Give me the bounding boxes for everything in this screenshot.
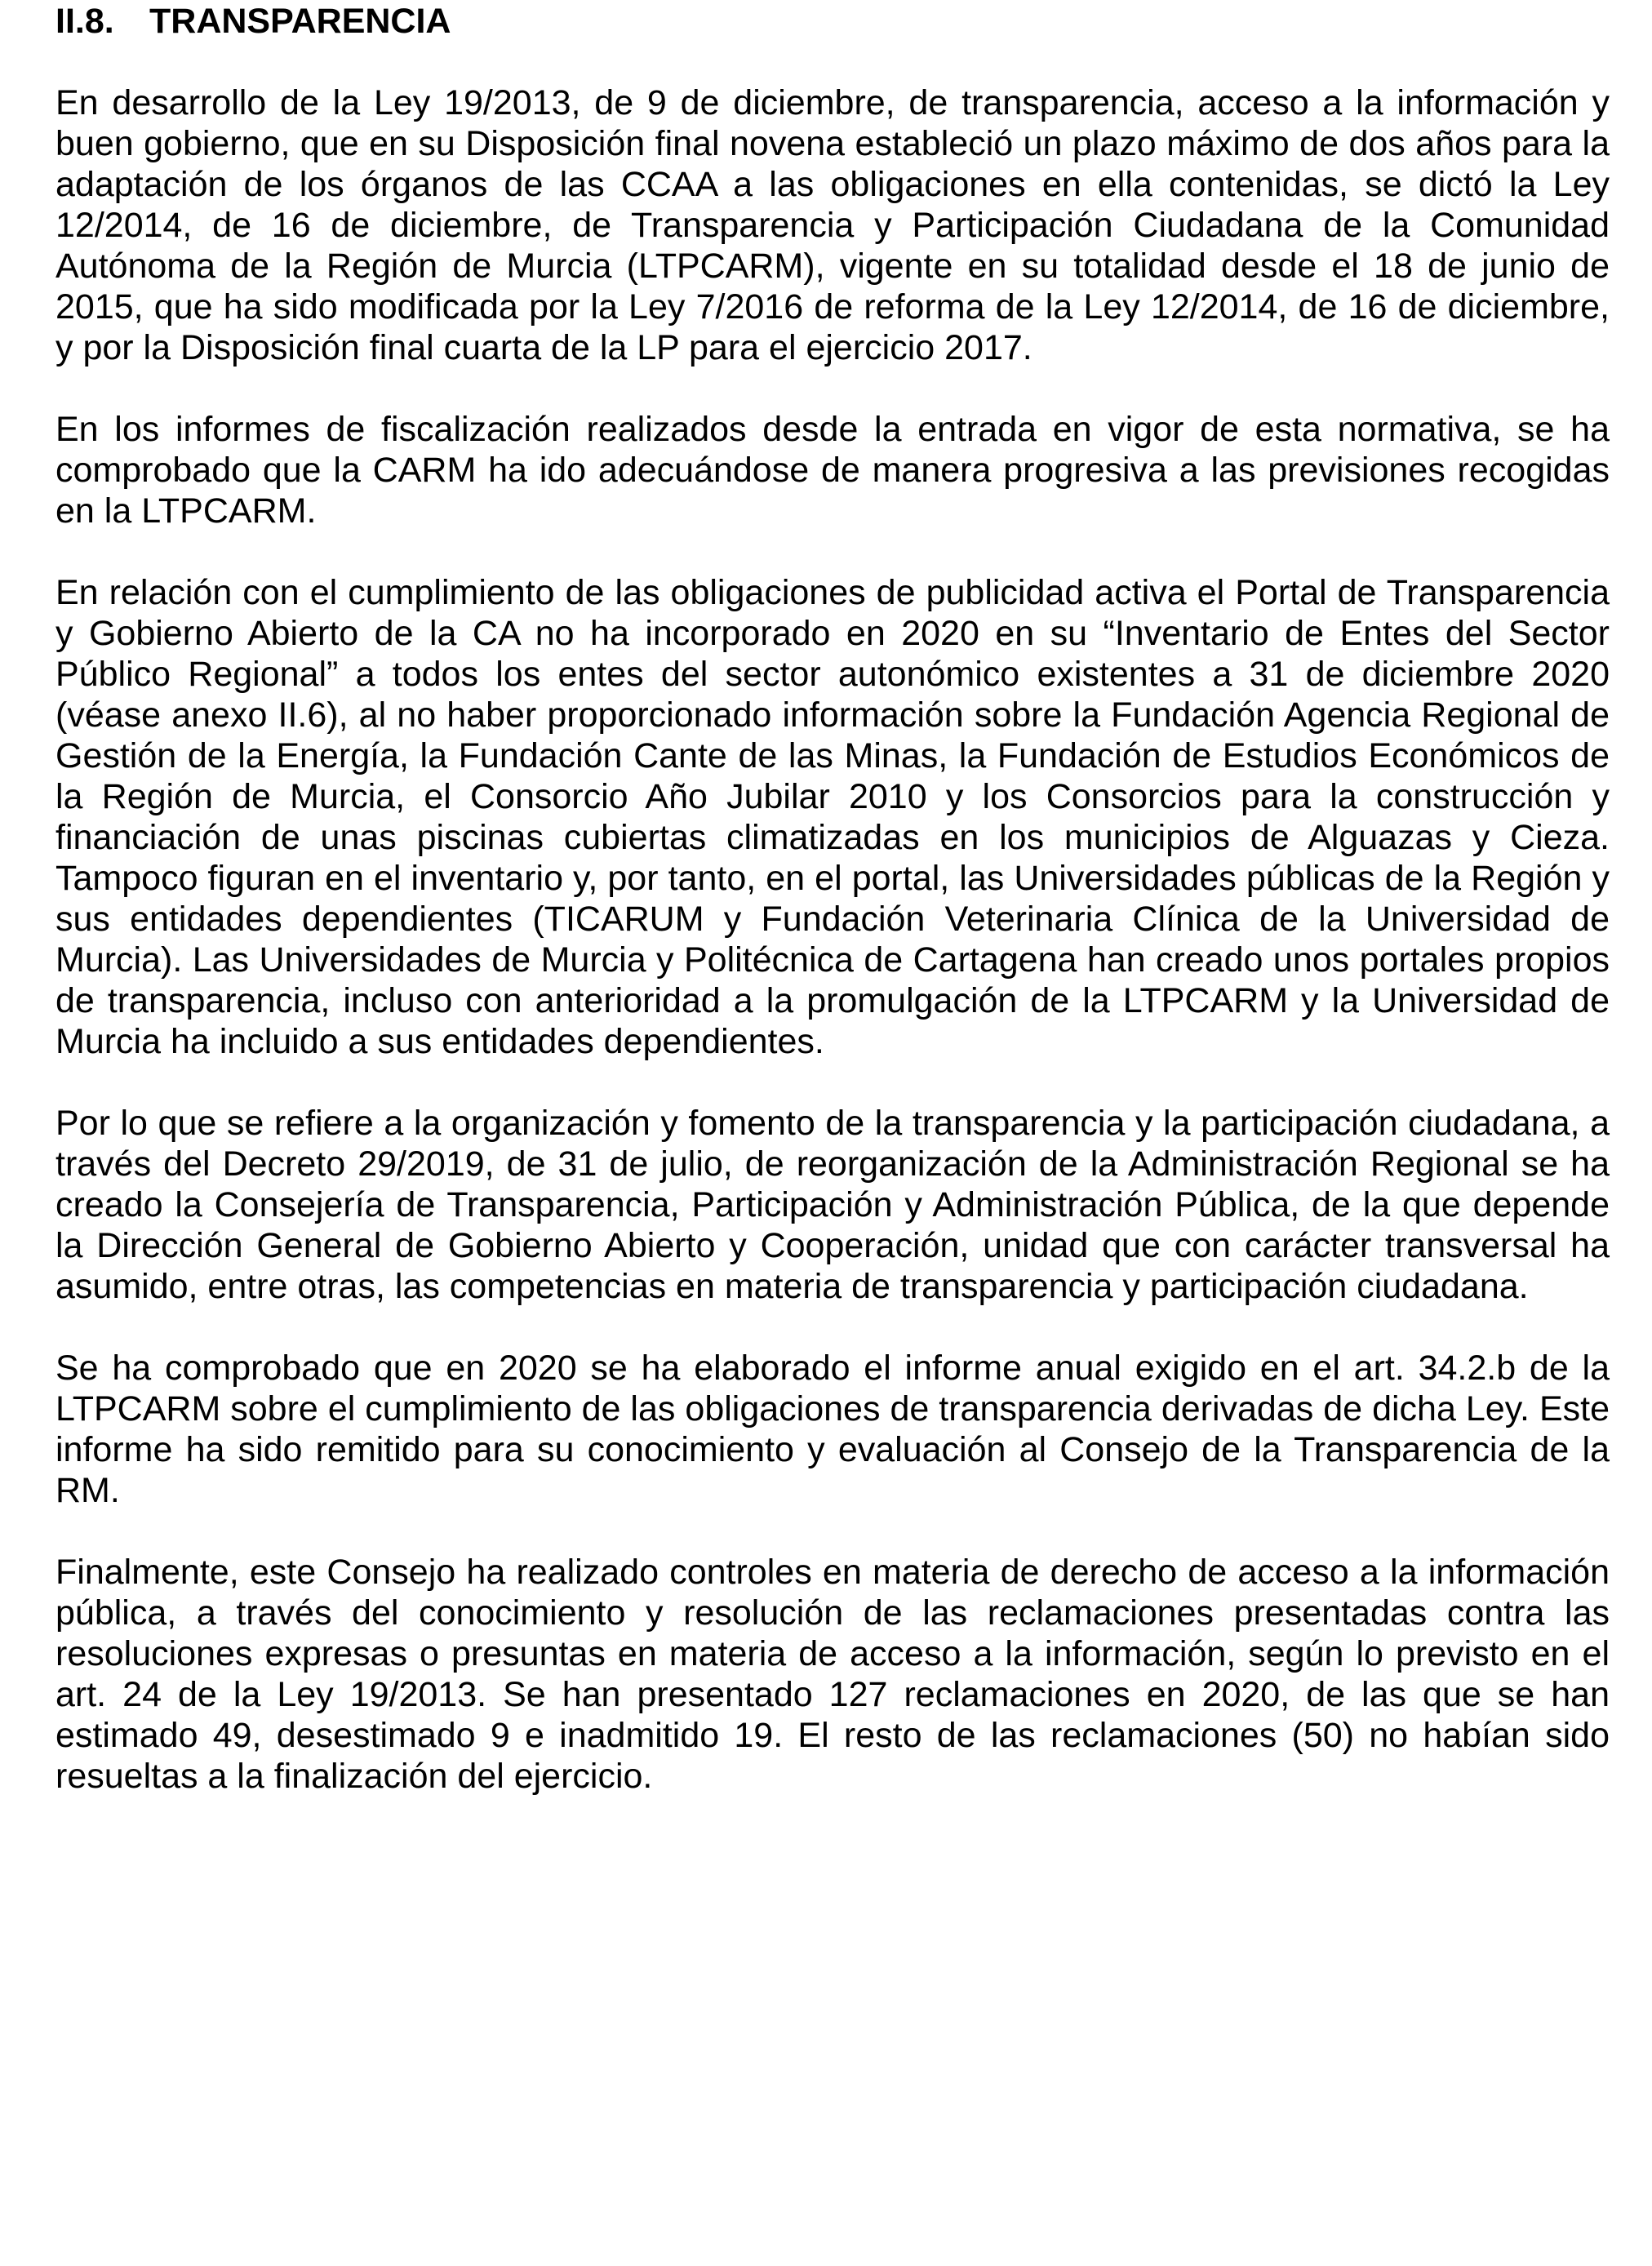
paragraph-legal-framework: En desarrollo de la Ley 19/2013, de 9 de diciembre, de transparencia, acceso a la información y buen gobierno, que en su Disposición final novena estableció un plazo máximo de dos años para la adaptación de los órganos de las CCAA a las obligaciones en ella contenidas, se dictó la Ley 12/2014, de 16 de diciembre, de Transparencia y Participación Ciudadana de la Comunidad Autónoma de la Región de Murcia (LTPCARM), vigente en su totalidad desde el 18 de junio de 2015, que ha sido modificada por la Ley 7/2016 de reforma de la Ley 12/2014, de 16 de diciembre, y por la Disposición final cuarta de la LP para el ejercicio 2017. [56,83,1610,367]
paragraph-access-claims: Finalmente, este Consejo ha realizado controles en materia de derecho de acceso a la información pública, a través del conocimiento y resolución de las reclamaciones presentadas contra las resoluciones expresas o presuntas en materia de acceso a la información, según lo previsto en el art. 24 de la Ley 19/2013. Se han presentado 127 reclamaciones en 2020, de las que se han estimado 49, desestimado 9 e inadmitido 19. El resto de las reclamaciones (50) no habían sido resueltas a la finalización del ejercicio. [56,1553,1610,1796]
paragraph-organization: Por lo que se refiere a la organización y fomento de la transparencia y la participación ciudadana, a través del Decreto 29/2019, de 31 de julio, de reorganización de la Administración Regional se ha creado la Consejería de Transparencia, Participación y Administración Pública, de la que depende la Dirección General de Gobierno Abierto y Cooperación, unidad que con carácter transversal ha asumido, entre otras, las competencias en materia de transparencia y participación ciudadana. [56,1104,1610,1306]
document-page [56,0,1610,1797]
paragraph-progressive-adaptation: En los informes de fiscalización realizados desde la entrada en vigor de esta normativa, se ha comprobado que la CARM ha ido adecuándose de manera progresiva a las previsiones recogidas en la LTPCARM. [56,410,1610,531]
section-number: II.8. [56,2,114,41]
paragraph-active-publicity: En relación con el cumplimiento de las obligaciones de publicidad activa el Portal de Transparencia y Gobierno Abierto de la CA no ha incorporado en 2020 en su “Inventario de Entes del Sector Público Regional” a todos los entes del sector autonómico existentes a 31 de diciembre 2020 (véase anexo II.6), al no haber proporcionado información sobre la Fundación Agencia Regional de Gestión de la Energía, la Fundación Cante de las Minas, la Fundación de Estudios Económicos de la Región de Murcia, el Consorcio Año Jubilar 2010 y los Consorcios para la construcción y financiación de unas piscinas cubiertas climatizadas en los municipios de Alguazas y Cieza. Tampoco figuran en el inventario y, por tanto, en el portal, las Universidades públicas de la Región y sus entidades dependientes (TICARUM y Fundación Veterinaria Clínica de la Universidad de Murcia). Las Universidades de Murcia y Politécnica de Cartagena han creado unos portales propios de transparencia, incluso con anterioridad a la promulgación de la LTPCARM y la Universidad de Murcia ha incluido a sus entidades dependientes. [56,573,1610,1061]
paragraph-annual-report: Se ha comprobado que en 2020 se ha elaborado el informe anual exigido en el art. 34.2.b de la LTPCARM sobre el cumplimiento de las obligaciones de transparencia derivadas de dicha Ley. Este informe ha sido remitido para su conocimiento y evaluación al Consejo de la Transparencia de la RM. [56,1348,1610,1510]
section-heading [56,0,1610,42]
section-title: TRANSPARENCIA [149,2,451,41]
